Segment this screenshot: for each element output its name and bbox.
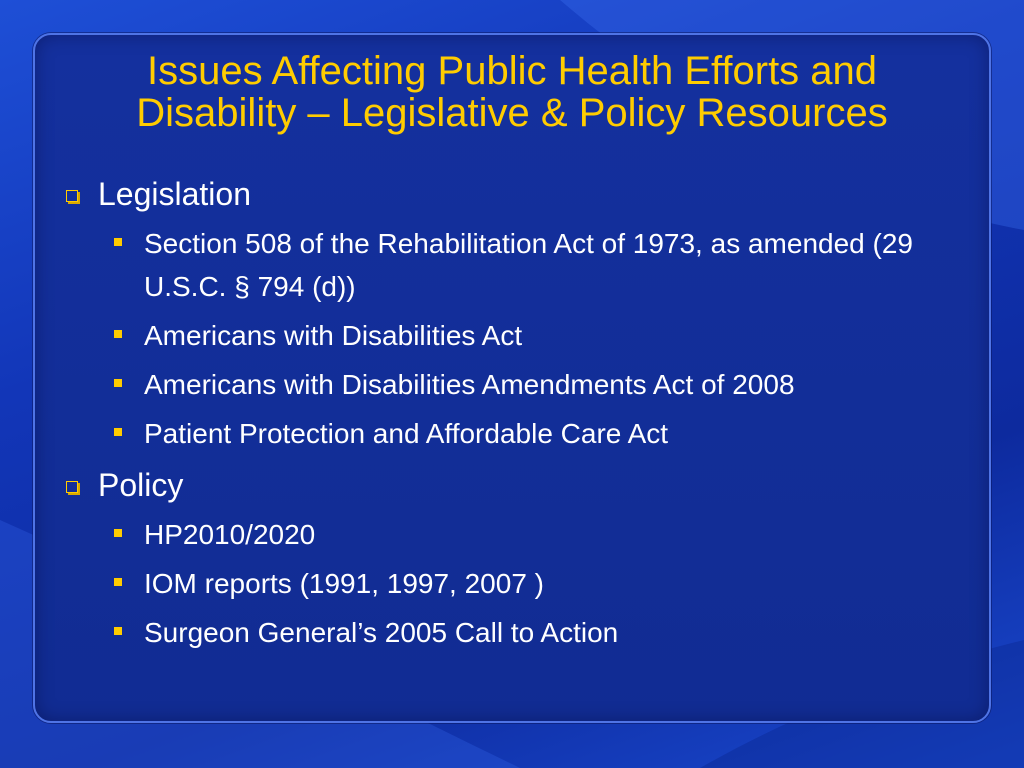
list-item-text: Americans with Disabilities Amendments Act of 2008 [144, 369, 795, 400]
square-bullet-icon [114, 238, 122, 246]
list-item-text: HP2010/2020 [144, 519, 316, 550]
policy-list [58, 513, 968, 654]
list-item [58, 314, 968, 357]
hollow-square-bullet-icon [66, 481, 78, 493]
square-bullet-icon [114, 330, 122, 338]
list-item-text: Patient Protection and Affordable Care Act [144, 418, 669, 449]
section-policy [58, 463, 968, 654]
square-bullet-icon [114, 379, 122, 387]
square-bullet-icon [114, 529, 122, 537]
square-bullet-icon [114, 428, 122, 436]
list-item [58, 562, 968, 605]
bullet-policy [58, 463, 968, 507]
slide-title [40, 50, 984, 134]
square-bullet-icon [114, 627, 122, 635]
section-legislation [58, 172, 968, 455]
list-item [58, 513, 968, 556]
bullet-legislation [58, 172, 968, 216]
list-item [58, 363, 968, 406]
slide-body [58, 172, 968, 662]
slide-title-line-2: Disability – Legislative & Policy Resources [136, 91, 888, 135]
hollow-square-bullet-icon [66, 190, 78, 202]
list-item [58, 222, 968, 308]
section-heading: Policy [98, 467, 184, 503]
list-item-text: Surgeon General’s 2005 Call to Action [144, 617, 619, 648]
square-bullet-icon [114, 578, 122, 586]
section-heading: Legislation [98, 176, 251, 212]
list-item [58, 611, 968, 654]
list-item [58, 412, 968, 455]
legislation-list [58, 222, 968, 455]
list-item-text: Americans with Disabilities Act [144, 320, 523, 351]
slide-title-line-1: Issues Affecting Public Health Efforts and [146, 49, 878, 93]
list-item-text: Section 508 of the Rehabilitation Act of 1973, as amended (29 U.S.C. § 794 (d)) [144, 228, 913, 302]
list-item-text: IOM reports (1991, 1997, 2007 ) [144, 568, 544, 599]
